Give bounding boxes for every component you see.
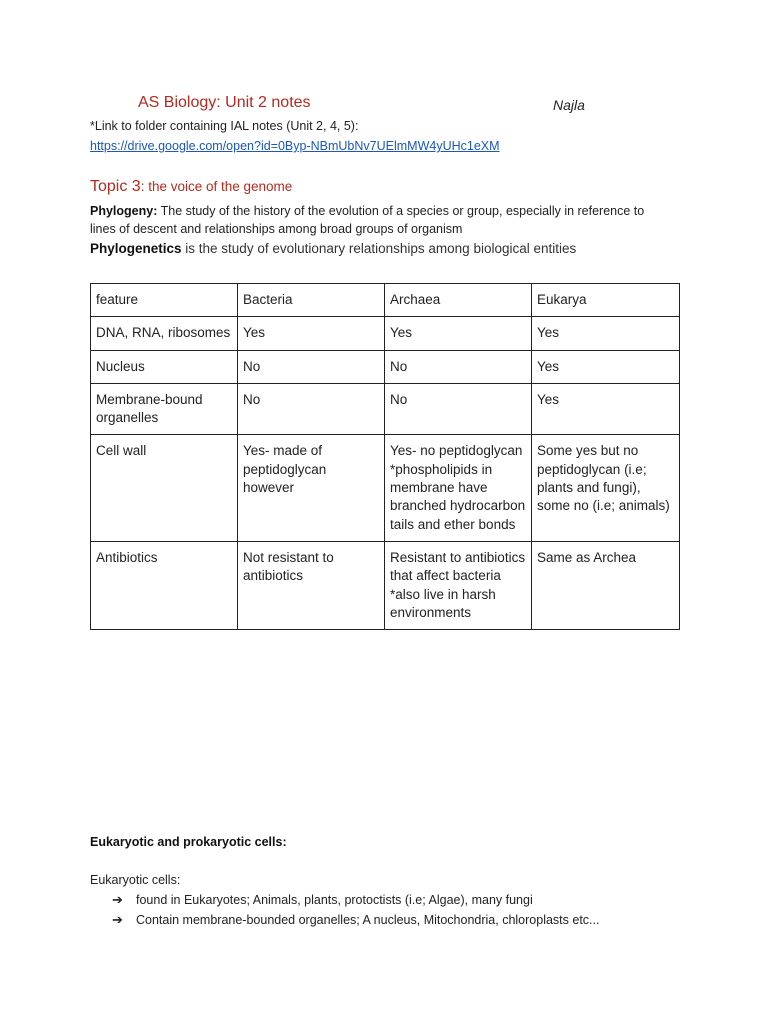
- header-cell: Archaea: [385, 284, 532, 317]
- table-cell: Yes: [532, 383, 680, 435]
- table-row: [91, 541, 680, 629]
- table-cell: Yes: [238, 317, 385, 350]
- header-cell: feature: [91, 284, 238, 317]
- phylogenetics-definition: [90, 241, 576, 256]
- table-cell: Some yes but no peptidoglycan (i.e; plants and fungi), some no (i.e; animals): [532, 435, 680, 541]
- table-cell: Same as Archea: [532, 541, 680, 629]
- table-row: [91, 350, 680, 383]
- phylogenetics-text: is the study of evolutionary relationships among biological entities: [181, 241, 577, 256]
- table-cell: No: [385, 350, 532, 383]
- section-heading: Eukaryotic and prokaryotic cells:: [90, 835, 287, 849]
- table-cell: Yes- made of peptidoglycan however: [238, 435, 385, 541]
- list-item-text: found in Eukaryotes; Animals, plants, protoctists (i.e; Algae), many fungi: [136, 893, 533, 907]
- table-cell: Antibiotics: [91, 541, 238, 629]
- arrow-bullet-icon: ➔: [112, 892, 123, 907]
- link-note: *Link to folder containing IAL notes (Unit 2, 4, 5):: [90, 119, 359, 133]
- table-cell: Not resistant to antibiotics: [238, 541, 385, 629]
- subsection-heading: Eukaryotic cells:: [90, 873, 181, 887]
- table-cell: No: [385, 383, 532, 435]
- phylogeny-text: The study of the history of the evolution of a species or group, especially in reference to lines of descent and relationships among broad groups of organism: [90, 204, 645, 236]
- drive-link[interactable]: https://drive.google.com/open?id=0Byp-NBmUbNv7UElmMW4yUHc1eXM: [90, 139, 500, 153]
- table-cell: Yes: [532, 350, 680, 383]
- list-item: [112, 890, 599, 910]
- topic-number: Topic 3: [90, 178, 141, 195]
- arrow-bullet-icon: ➔: [112, 912, 123, 927]
- table-cell: Yes: [532, 317, 680, 350]
- table-row: [91, 383, 680, 435]
- table-header-row: [91, 284, 680, 317]
- table-cell: No: [238, 350, 385, 383]
- phylogeny-term: Phylogeny:: [90, 204, 158, 218]
- topic-heading: [90, 178, 292, 196]
- table-cell: Yes- no peptidoglycan *phospholipids in membrane have branched hydrocarbon tails and ether bonds: [385, 435, 532, 541]
- bullet-list: [112, 890, 599, 930]
- document-title: AS Biology: Unit 2 notes: [138, 94, 311, 111]
- header-cell: Eukarya: [532, 284, 680, 317]
- phylogenetics-term: Phylogenetics: [90, 241, 182, 256]
- table-cell: Membrane-bound organelles: [91, 383, 238, 435]
- table-cell: Yes: [385, 317, 532, 350]
- list-item-text: Contain membrane-bounded organelles; A nucleus, Mitochondria, chloroplasts etc...: [136, 913, 600, 927]
- header-cell: Bacteria: [238, 284, 385, 317]
- list-item: [112, 910, 599, 930]
- domain-comparison-table: [90, 283, 680, 630]
- phylogeny-definition: [90, 202, 650, 238]
- topic-title: : the voice of the genome: [140, 179, 293, 194]
- table-cell: Cell wall: [91, 435, 238, 541]
- table-cell: No: [238, 383, 385, 435]
- table-cell: Resistant to antibiotics that affect bacteria *also live in harsh environments: [385, 541, 532, 629]
- table-row: [91, 317, 680, 350]
- table-cell: DNA, RNA, ribosomes: [91, 317, 238, 350]
- table-row: [91, 435, 680, 541]
- author-name: Najla: [553, 97, 585, 113]
- table-cell: Nucleus: [91, 350, 238, 383]
